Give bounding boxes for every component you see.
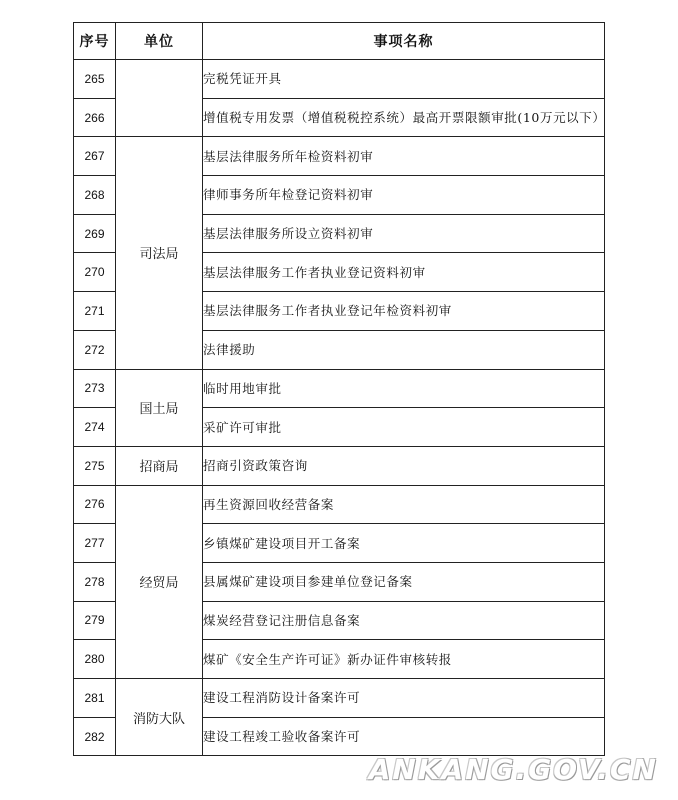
row-unit	[116, 60, 203, 137]
row-no: 273	[74, 369, 116, 408]
row-no: 270	[74, 253, 116, 292]
table-row	[74, 60, 605, 99]
table-row	[74, 485, 605, 524]
row-no: 279	[74, 601, 116, 640]
row-no: 272	[74, 330, 116, 369]
row-item: 完税凭证开具	[203, 60, 605, 99]
row-item: 煤矿《安全生产许可证》新办证件审核转报	[203, 640, 605, 679]
row-no: 277	[74, 524, 116, 563]
row-no: 274	[74, 408, 116, 447]
row-unit: 经贸局	[116, 485, 203, 678]
row-item: 再生资源回收经营备案	[203, 485, 605, 524]
row-item: 基层法律服务工作者执业登记年检资料初审	[203, 292, 605, 331]
row-item: 招商引资政策咨询	[203, 446, 605, 485]
row-item: 乡镇煤矿建设项目开工备案	[203, 524, 605, 563]
row-no: 281	[74, 679, 116, 718]
table-header-row	[74, 23, 605, 60]
row-unit: 消防大队	[116, 679, 203, 756]
header-item: 事项名称	[203, 23, 605, 60]
row-item: 县属煤矿建设项目参建单位登记备案	[203, 562, 605, 601]
row-no: 268	[74, 176, 116, 215]
row-unit: 国土局	[116, 369, 203, 446]
row-no: 282	[74, 717, 116, 756]
row-no: 269	[74, 214, 116, 253]
table-row	[74, 446, 605, 485]
row-no: 267	[74, 137, 116, 176]
row-item: 基层法律服务工作者执业登记资料初审	[203, 253, 605, 292]
table-row	[74, 369, 605, 408]
row-no: 280	[74, 640, 116, 679]
table-row	[74, 679, 605, 718]
watermark: ANKANG.GOV.CN	[368, 753, 658, 786]
row-item: 建设工程竣工验收备案许可	[203, 717, 605, 756]
row-item: 法律援助	[203, 330, 605, 369]
service-items-table	[73, 22, 605, 756]
row-unit: 司法局	[116, 137, 203, 369]
row-unit: 招商局	[116, 446, 203, 485]
row-no: 266	[74, 98, 116, 137]
header-unit: 单位	[116, 23, 203, 60]
row-no: 265	[74, 60, 116, 99]
row-no: 278	[74, 562, 116, 601]
row-item: 煤炭经营登记注册信息备案	[203, 601, 605, 640]
row-item: 增值税专用发票（增值税税控系统）最高开票限额审批(10万元以下）	[203, 98, 605, 137]
row-item: 律师事务所年检登记资料初审	[203, 176, 605, 215]
row-no: 271	[74, 292, 116, 331]
row-no: 276	[74, 485, 116, 524]
row-item: 采矿许可审批	[203, 408, 605, 447]
row-no: 275	[74, 446, 116, 485]
row-item: 建设工程消防设计备案许可	[203, 679, 605, 718]
header-no: 序号	[74, 23, 116, 60]
row-item: 基层法律服务所年检资料初审	[203, 137, 605, 176]
row-item: 临时用地审批	[203, 369, 605, 408]
row-item: 基层法律服务所设立资料初审	[203, 214, 605, 253]
table-row	[74, 137, 605, 176]
